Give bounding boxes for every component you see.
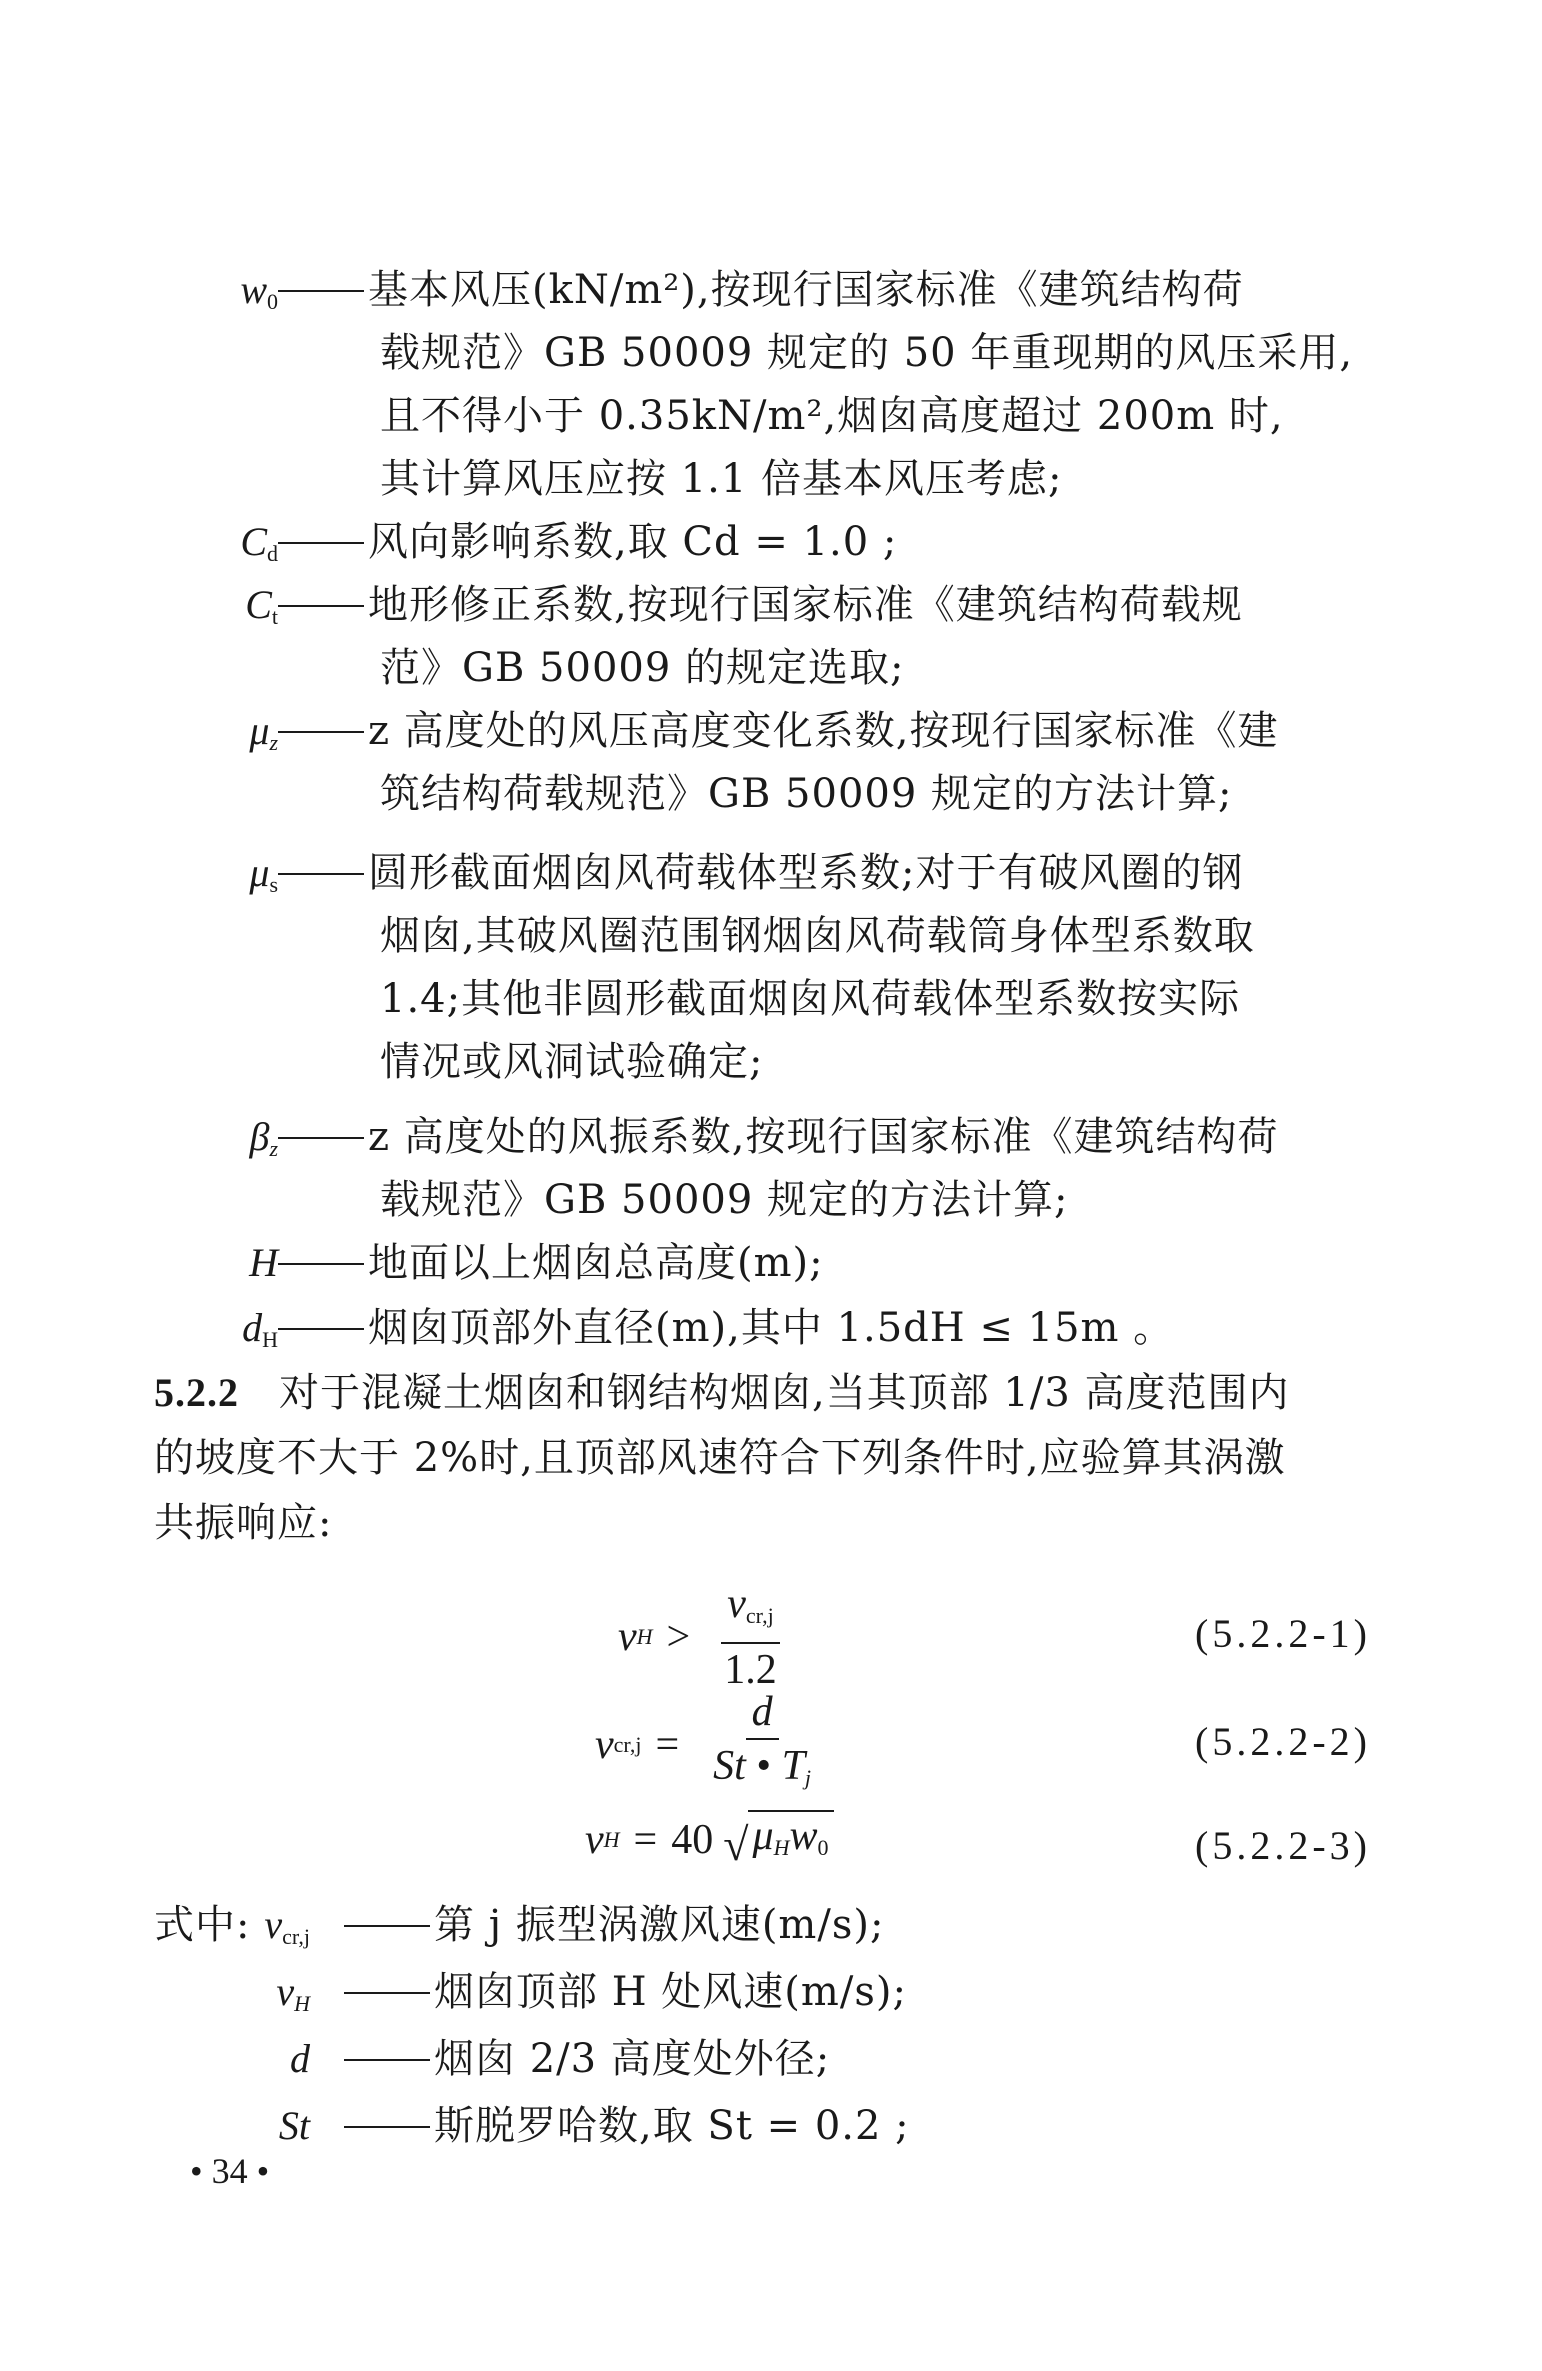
symbol-beta-z: $\beta_z$: [249, 1114, 278, 1161]
equation-number-1: (5.2.2-1): [1195, 1611, 1371, 1656]
definition-w0-line2: 载规范》GB 50009 规定的 50 年重现期的风压采用,: [380, 330, 1354, 376]
em-dash: [344, 2126, 430, 2128]
symbol-st: St: [278, 2103, 310, 2148]
clause-5-2-2-line3: 共振响应:: [154, 1500, 333, 1546]
clause-5-2-2-line2: 的坡度不大于 2%时,且顶部风速符合下列条件时,应验算其涡激: [154, 1435, 1286, 1481]
em-dash: [278, 873, 364, 875]
em-dash: [278, 605, 364, 607]
definition-w0-line4: 其计算风压应按 1.1 倍基本风压考虑;: [380, 456, 1063, 502]
fraction: $\frac{d}{St • T_j}$: [713, 1689, 812, 1790]
symbol-mu-z: $\mu_z$: [249, 708, 278, 755]
equation-5-2-2-3: v H = 40 √ $\mu_Hw_0$: [585, 1810, 834, 1870]
definition-w0-line3: 且不得小于 0.35kN/m²,烟囱高度超过 200m 时,: [380, 393, 1284, 439]
symbol-w0: $w_0$: [240, 267, 278, 314]
definition-w0-line1: 基本风压(kN/m²),按现行国家标准《建筑结构荷: [270, 260, 1244, 320]
definition-h-line1: 地面以上烟囱总高度(m);: [270, 1233, 824, 1293]
symbol-cd: $C_d$: [240, 519, 278, 566]
symbol-v-cr-j: $v_{cr,j}$: [264, 1902, 310, 1949]
symbol-mu-s: $\mu_s$: [249, 850, 278, 897]
definition-st: 斯脱罗哈数,取 St = 0.2 ;: [336, 2096, 910, 2156]
equation-5-2-2-2: v cr,j = $\frac{d}{St • T_j}$: [595, 1690, 817, 1800]
symbol-d: d: [290, 2036, 310, 2081]
square-root: √ $\mu_Hw_0$: [723, 1810, 834, 1870]
definition-mu-s-line4: 情况或风洞试验确定;: [380, 1039, 764, 1085]
equation-number-2: (5.2.2-2): [1195, 1719, 1371, 1764]
em-dash: [278, 290, 364, 292]
clause-number: 5.2.2: [154, 1370, 239, 1415]
em-dash: [278, 731, 364, 733]
definition-d: 烟囱 2/3 高度处外径;: [336, 2029, 830, 2089]
definition-mu-z-line2: 筑结构荷载规范》GB 50009 规定的方法计算;: [380, 771, 1233, 817]
symbol-ct: $C_t$: [245, 582, 278, 629]
symbol-h: H: [249, 1240, 278, 1285]
fraction: $\frac{v_{cr,j}}{1.2}$: [718, 1582, 783, 1692]
em-dash: [344, 2059, 430, 2061]
symbol-dh: $d_H$: [242, 1305, 278, 1352]
definition-beta-z-line1: z 高度处的风振系数,按现行国家标准《建筑结构荷: [270, 1107, 1279, 1167]
em-dash: [344, 1925, 430, 1927]
definition-v-cr-j: 第 j 振型涡激风速(m/s);: [336, 1895, 884, 1955]
definition-v-h: 烟囱顶部 H 处风速(m/s);: [336, 1962, 907, 2022]
clause-5-2-2-line1: 5.2.2 对于混凝土烟囱和钢结构烟囱,当其顶部 1/3 高度范围内: [154, 1370, 1290, 1416]
equation-number-3: (5.2.2-3): [1195, 1823, 1371, 1868]
definition-ct-line2: 范》GB 50009 的规定选取;: [380, 645, 905, 691]
equation-5-2-2-1: v H > $\frac{v_{cr,j}}{1.2}$: [618, 1582, 783, 1692]
em-dash: [278, 542, 364, 544]
definition-beta-z-line2: 载规范》GB 50009 规定的方法计算;: [380, 1177, 1069, 1223]
page-number: • 34 •: [190, 2151, 270, 2191]
em-dash: [278, 1137, 364, 1139]
em-dash: [278, 1328, 364, 1330]
where-label: 式中:: [154, 1902, 251, 1948]
symbol-v-h: $v_H$: [276, 1969, 310, 2016]
definition-mu-s-line1: 圆形截面烟囱风荷载体型系数;对于有破风圈的钢: [270, 843, 1243, 903]
definition-mu-z-line1: z 高度处的风压高度变化系数,按现行国家标准《建: [270, 701, 1279, 761]
em-dash: [278, 1263, 364, 1265]
definition-cd-line1: 风向影响系数,取 Cd = 1.0 ;: [270, 512, 897, 572]
definition-mu-s-line2: 烟囱,其破风圈范围钢烟囱风荷载筒身体型系数取: [380, 913, 1255, 959]
definition-ct-line1: 地形修正系数,按现行国家标准《建筑结构荷载规: [270, 575, 1243, 635]
definition-mu-s-line3: 1.4;其他非圆形截面烟囱风荷载体型系数按实际: [380, 976, 1241, 1022]
em-dash: [344, 1992, 430, 1994]
definition-dh-line1: 烟囱顶部外直径(m),其中 1.5dH ≤ 15m 。: [270, 1298, 1174, 1358]
